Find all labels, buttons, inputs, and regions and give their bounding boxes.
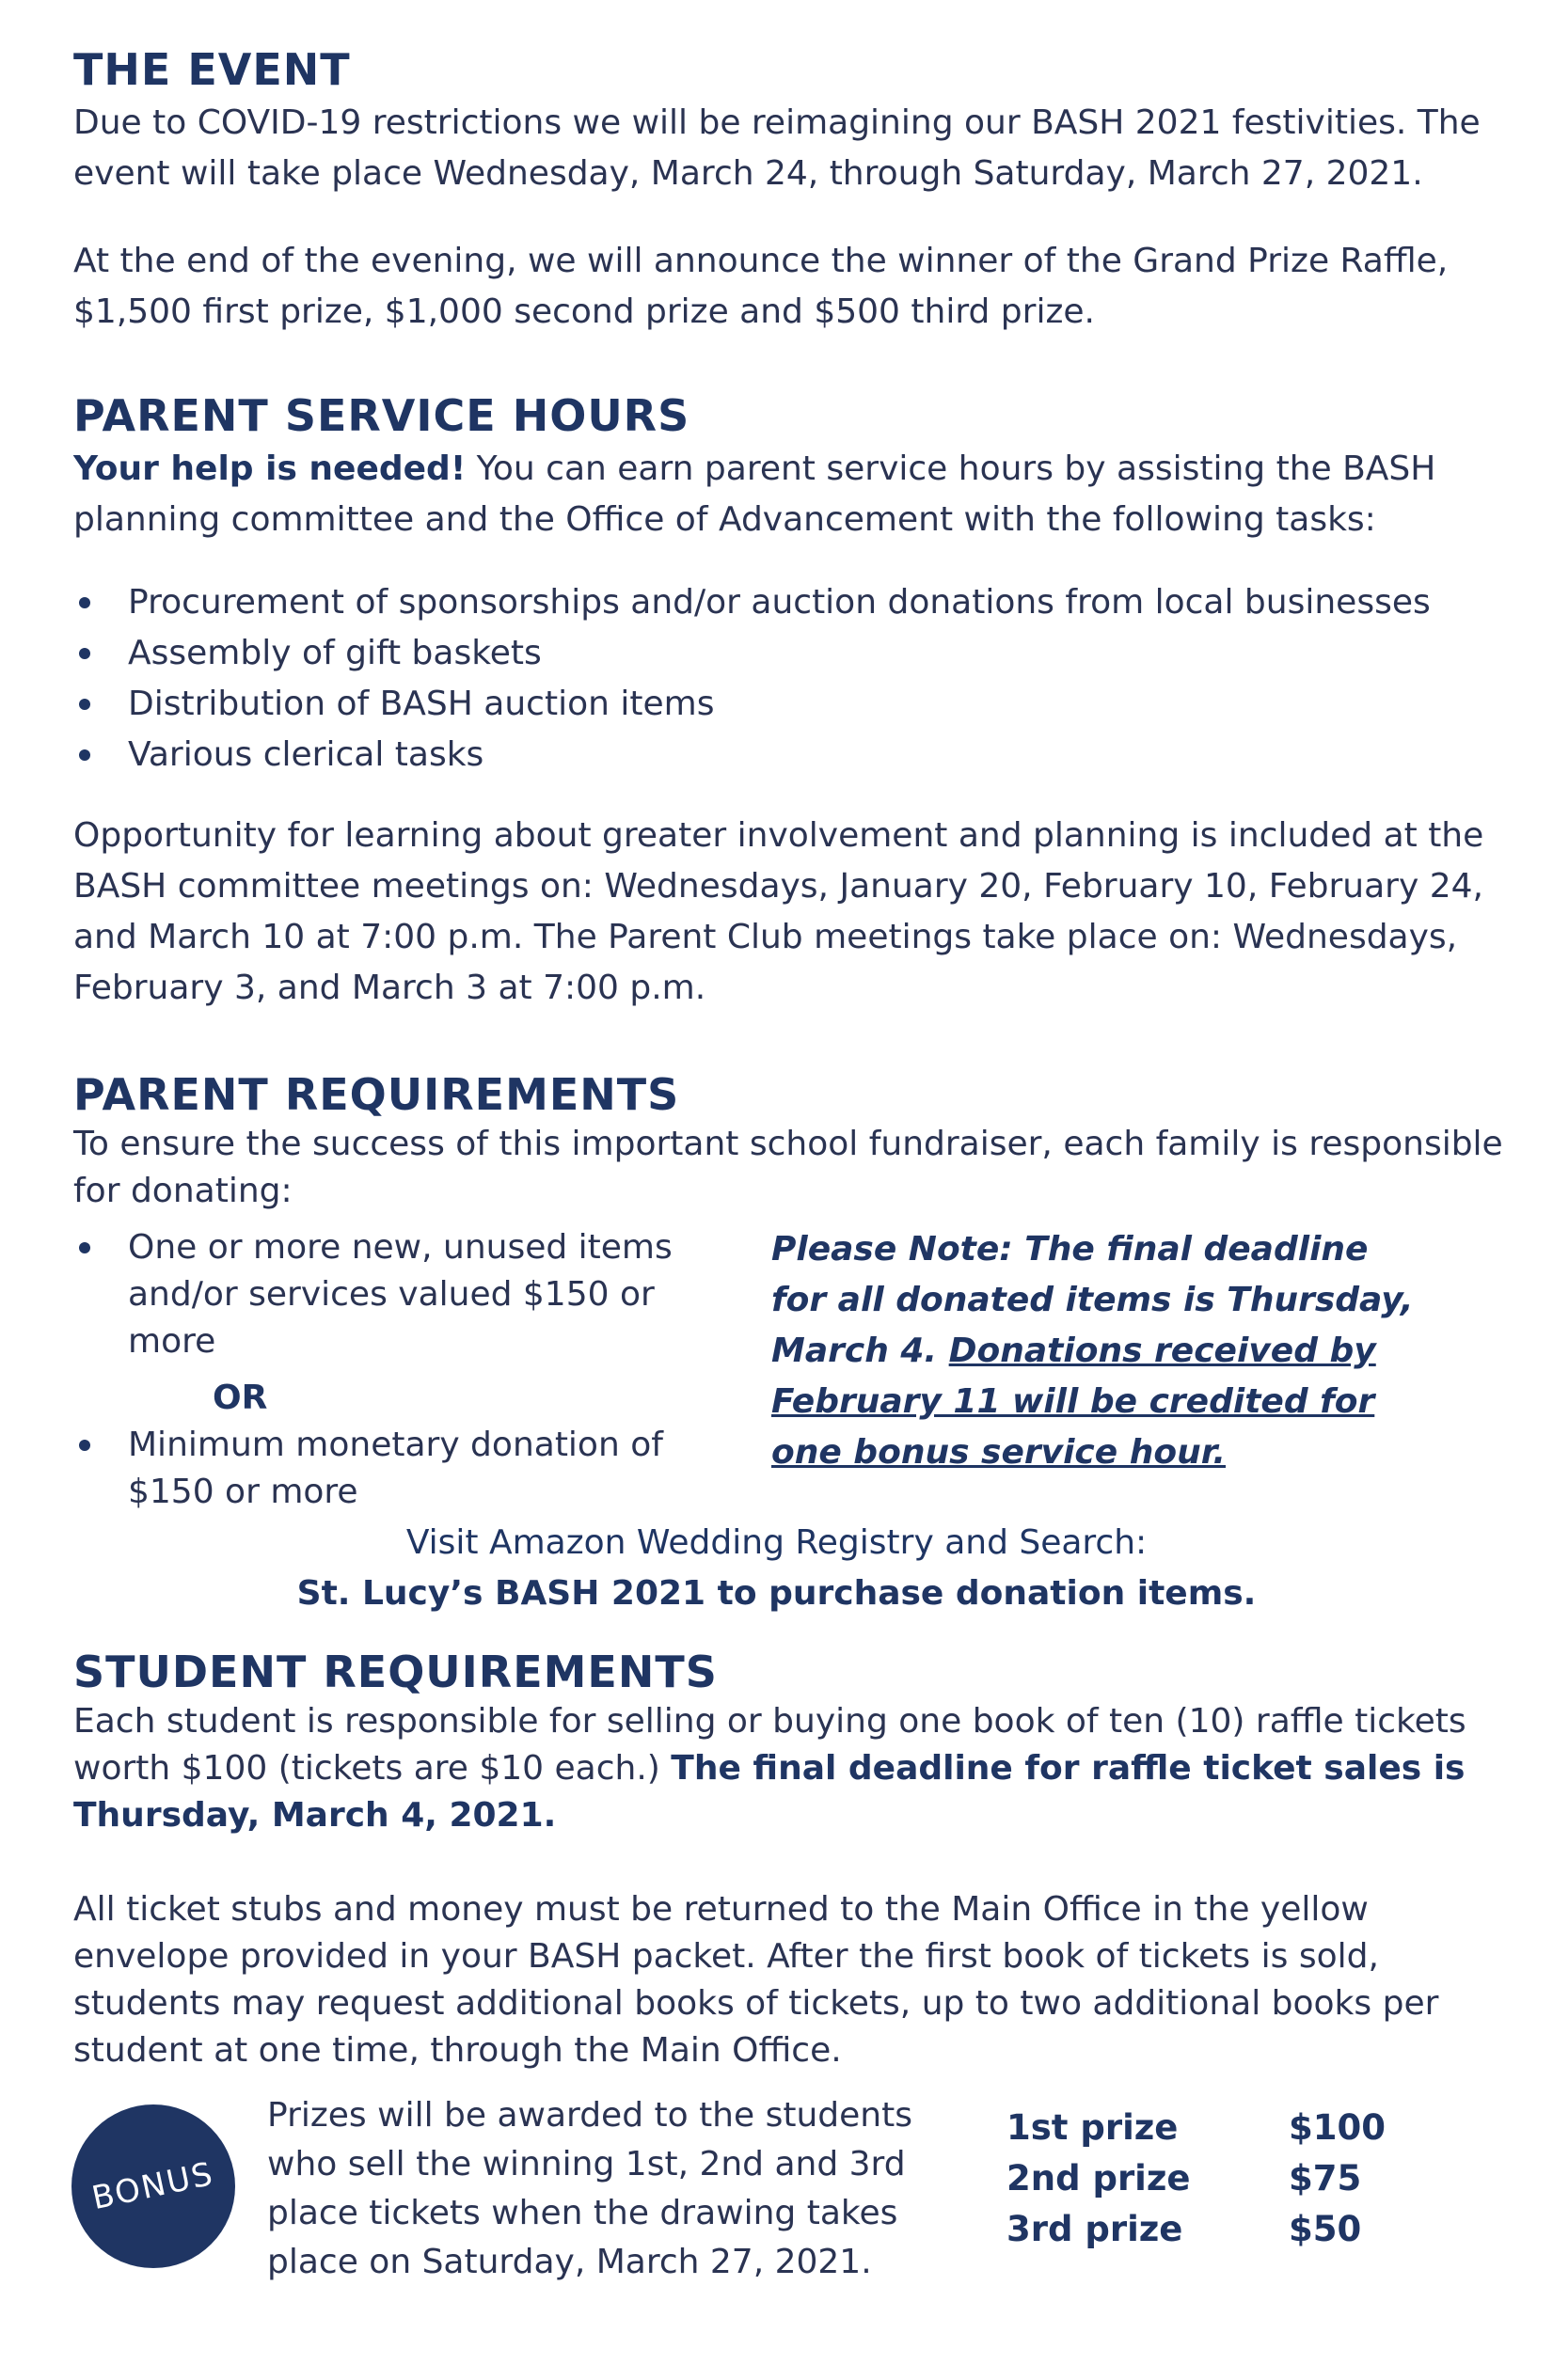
task-text: Various clerical tasks (128, 735, 484, 774)
bullet-icon (79, 1440, 90, 1451)
task-text: Procurement of sponsorships and/or auction donations from local businesses (128, 583, 1431, 622)
event-paragraph-2: At the end of the evening, we will announce the winner of the Grand Prize Raffle, $1,500 first prize, $1,000 second prize and $500 third prize. (73, 242, 1449, 331)
table-row (1006, 2204, 1420, 2255)
list-item (73, 730, 1484, 780)
prize-place: 3rd prize (1006, 2209, 1183, 2249)
amazon-line-1: Visit Amazon Wedding Registry and Search: (405, 1523, 1148, 1562)
parent-requirements-heading: PARENT REQUIREMENTS (73, 1069, 680, 1120)
service-task-list (73, 577, 1484, 780)
bonus-badge (71, 2104, 235, 2268)
bullet-icon (79, 749, 90, 761)
service-intro-rest: You can earn parent service hours by assisting the BASH planning committee and the Office of Advancement with the following tasks: (73, 449, 1436, 539)
parent-requirements-intro: To ensure the success of this important school fundraiser, each family is responsible for donating: (73, 1125, 1503, 1210)
bonus-hour-note: Donations received by February 11 will be credited for one bonus service hour. (771, 1332, 1376, 1472)
list-item (73, 1422, 694, 1516)
list-item (73, 679, 1484, 730)
service-heading: PARENT SERVICE HOURS (73, 390, 690, 441)
student-requirements-paragraph-1 (73, 1698, 1503, 1839)
deadline-note (771, 1224, 1420, 1478)
service-meetings-paragraph: Opportunity for learning about greater involvement and planning is included at the BASH committee meetings on: Wednesdays, January 20, February 10, February 24, and March 10 at 7:00 p.m. The Parent Club meetings take place on: Wednesdays, February 3, and March 3 at 7:00 p.m. (73, 816, 1484, 1007)
prize-place: 2nd prize (1006, 2158, 1191, 2199)
donation-options-list (73, 1224, 694, 1365)
donation-option-2: Minimum monetary donation of $150 or more (128, 1426, 663, 1511)
event-heading: THE EVENT (73, 44, 351, 95)
bullet-icon (79, 699, 90, 710)
amazon-line-2: St. Lucy’s BASH 2021 to purchase donation items. (296, 1574, 1257, 1613)
task-text: Distribution of BASH auction items (128, 685, 715, 723)
bonus-badge-label: BONUS (88, 2154, 218, 2218)
service-intro (73, 444, 1484, 545)
bullet-icon (79, 648, 90, 659)
prize-amount: $100 (1289, 2107, 1386, 2148)
bullet-icon (79, 597, 90, 608)
student-requirements-paragraph-2: All ticket stubs and money must be returned to the Main Office in the yellow envelope provided in your BASH packet. After the first book of tickets is sold, students may request additional books of tickets, up to two additional books per student at one time, through the Main Office. (73, 1890, 1439, 2070)
prize-amount: $75 (1289, 2158, 1362, 2199)
raffle-deadline: The final deadline for raffle ticket sales is Thursday, March 4, 2021. (73, 1749, 1466, 1835)
student-requirements-heading: STUDENT REQUIREMENTS (73, 1647, 718, 1697)
deadline-note-text: Please Note: The final deadline for all donated items is Thursday, March 4. (771, 1230, 1414, 1370)
table-row (1006, 2153, 1420, 2204)
or-label: OR (213, 1379, 268, 1417)
list-item (73, 628, 1484, 679)
bonus-text: Prizes will be awarded to the students who sell the winning 1st, 2nd and 3rd place tickets when the drawing takes place on Saturday, March 27, 2021. (267, 2096, 912, 2281)
list-item (73, 577, 1484, 628)
event-paragraph-1: Due to COVID-19 restrictions we will be reimagining our BASH 2021 festivities. The event will take place Wednesday, March 24, through Saturday, March 27, 2021. (73, 103, 1481, 193)
donation-options-list-2 (73, 1422, 694, 1516)
bullet-icon (79, 1242, 90, 1253)
prize-amount: $50 (1289, 2209, 1362, 2249)
donation-option-1: One or more new, unused items and/or services valued $150 or more (128, 1228, 673, 1361)
prize-table (1006, 2103, 1420, 2255)
prize-place: 1st prize (1006, 2107, 1179, 2148)
task-text: Assembly of gift baskets (128, 634, 542, 672)
student-requirements-text: Each student is responsible for selling or buying one book of ten (10) raffle tickets worth $100 (tickets are $10 each.) (73, 1702, 1466, 1788)
list-item (73, 1224, 694, 1365)
table-row (1006, 2103, 1420, 2153)
service-intro-bold: Your help is needed! (73, 449, 467, 488)
